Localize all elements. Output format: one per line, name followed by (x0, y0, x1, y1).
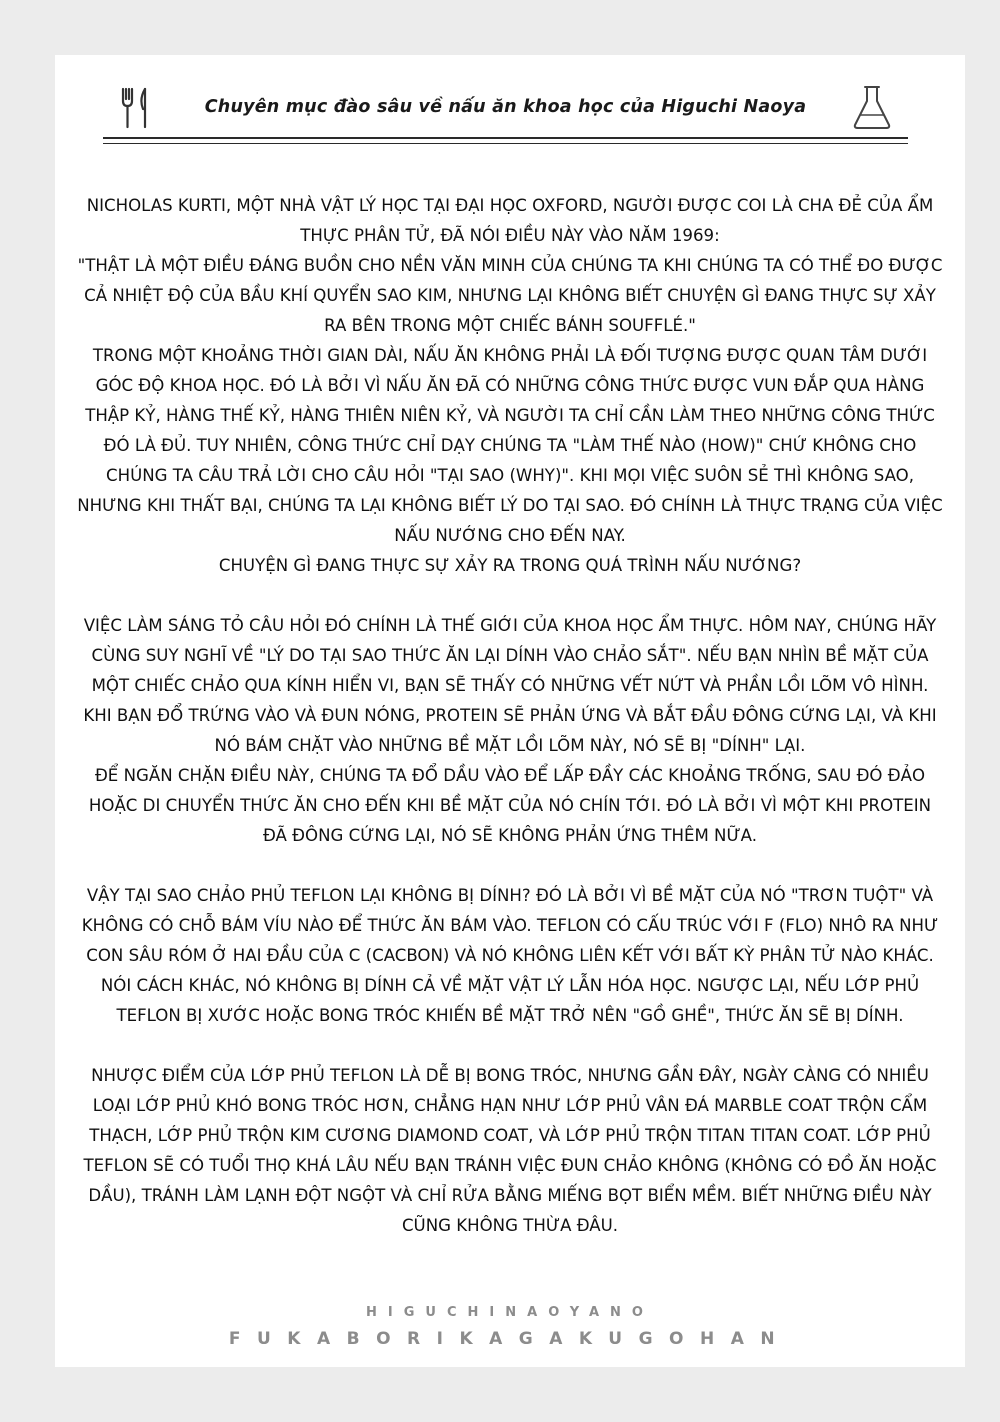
column-title: Chuyên mục đào sâu về nấu ăn khoa học của Higuchi Naoya (204, 97, 807, 117)
paragraph-1-line-1: NICHOLAS KURTI, MỘT NHÀ VẬT LÝ HỌC TẠI ĐẠI HỌC OXFORD, NGƯỜI ĐƯỢC COI LÀ CHA ĐẺ CỦA ẨM THỰC PHÂN TỬ, ĐÃ NÓI ĐIỀU NÀY VÀO NĂM 1969: (86, 196, 934, 245)
cutlery-icon (117, 85, 157, 131)
footer-line-2: FUKABORIKAGAKUGOHAN (228, 1329, 792, 1349)
paragraph-2-line-1: VIỆC LÀM SÁNG TỎ CÂU HỎI ĐÓ CHÍNH LÀ THẾ GIỚI CỦA KHOA HỌC ẨM THỰC. HÔM NAY, CHÚNG HÃY CÙNG SUY NGHĨ VỀ "LÝ DO TẠI SAO THỨC ĂN LẠI DÍNH VÀO CHẢO SẮT". NẾU BẠN NHÌN BỀ MẶT CỦA MỘT CHIẾC CHẢO QUA KÍNH HIỂN VI, BẠN SẼ THẤY CÓ NHỮNG VẾT NỨT VÀ PHẦN LỒI LÕM VÔ HÌNH. KHI BẠN ĐỔ TRỨNG VÀO VÀ ĐUN NÓNG, PROTEIN SẼ PHẢN ỨNG VÀ BẮT ĐẦU ĐÔNG CỨNG LẠI, VÀ KHI NÓ BÁM CHẶT VÀO NHỮNG BỀ MẶT LỒI LÕM NÀY, NÓ SẼ BỊ "DÍNH" LẠI. (83, 616, 937, 755)
footer-line-1: HIGUCHINAOYANO (366, 1305, 654, 1320)
paragraph-1-question: CHUYỆN GÌ ĐANG THỰC SỰ XẢY RA TRONG QUÁ TRÌNH NẤU NƯỚNG? (218, 556, 802, 575)
paragraph-3: VẬY TẠI SAO CHẢO PHỦ TEFLON LẠI KHÔNG BỊ DÍNH? ĐÓ LÀ BỞI VÌ BỀ MẶT CỦA NÓ "TRƠN TUỘT" VÀ KHÔNG CÓ CHỖ BÁM VÍU NÀO ĐỂ THỨC ĂN BÁM VÀO. TEFLON CÓ CẤU TRÚC VỚI F (FLO) NHÔ RA NHƯ CON SÂU RÓM Ở HAI ĐẦU CỦA C (CACBON) VÀ NÓ KHÔNG LIÊN KẾT VỚI BẤT KỲ PHÂN TỬ NÀO KHÁC. NÓI CÁCH KHÁC, NÓ KHÔNG BỊ DÍNH CẢ VỀ MẶT VẬT LÝ LẪN HÓA HỌC. NGƯỢC LẠI, NẾU LỚP PHỦ TEFLON BỊ XƯỚC HOẶC BONG TRÓC KHIẾN BỀ MẶT TRỞ NÊN "GỒ GHỀ", THỨC ĂN SẼ BỊ DÍNH. (81, 886, 939, 1025)
paragraph-1-line-3: TRONG MỘT KHOẢNG THỜI GIAN DÀI, NẤU ĂN KHÔNG PHẢI LÀ ĐỐI TƯỢNG ĐƯỢC QUAN TÂM DƯỚI GÓC ĐỘ KHOA HỌC. ĐÓ LÀ BỞI VÌ NẤU ĂN ĐÃ CÓ NHỮNG CÔNG THỨC ĐƯỢC VUN ĐẮP QUA HÀNG THẬP KỶ, HÀNG THẾ KỶ, HÀNG THIÊN NIÊN KỶ, VÀ NGƯỜI TA CHỈ CẦN LÀM THEO NHỮNG CÔNG THỨC ĐÓ LÀ ĐỦ. TUY NHIÊN, CÔNG THỨC CHỈ DẠY CHÚNG TA "LÀM THẾ NÀO (HOW)" CHỨ KHÔNG CHO CHÚNG TA CÂU TRẢ LỜI CHO CÂU HỎI "TẠI SAO (WHY)". KHI MỌI VIỆC SUÔN SẺ THÌ KHÔNG SAO, NHƯNG KHI THẤT BẠI, CHÚNG TA LẠI KHÔNG BIẾT LÝ DO TẠI SAO. ĐÓ CHÍNH LÀ THỰC TRẠNG CỦA VIỆC NẤU NƯỚNG CHO ĐẾN NAY. (77, 346, 943, 545)
paragraph-gap (77, 851, 943, 881)
header-rule (103, 137, 908, 139)
paragraph-1-quote: "THẬT LÀ MỘT ĐIỀU ĐÁNG BUỒN CHO NỀN VĂN MINH CỦA CHÚNG TA KHI CHÚNG TA CÓ THỂ ĐO ĐƯỢC CẢ NHIỆT ĐỘ CỦA BẦU KHÍ QUYỂN SAO KIM, NHƯNG LẠI KHÔNG BIẾT CHUYỆN GÌ ĐANG THỰC SỰ XẢY RA BÊN TRONG MỘT CHIẾC BÁNH SOUFFLÉ." (77, 256, 943, 335)
flask-icon (850, 83, 894, 131)
paragraph-2-line-2: ĐỂ NGĂN CHẶN ĐIỀU NÀY, CHÚNG TA ĐỔ DẦU VÀO ĐỂ LẤP ĐẦY CÁC KHOẢNG TRỐNG, SAU ĐÓ ĐẢO HOẶC DI CHUYỂN THỨC ĂN CHO ĐẾN KHI BỀ MẶT CỦA NÓ CHÍN TỚI. ĐÓ LÀ BỞI VÌ MỘT KHI PROTEIN ĐÃ ĐÔNG CỨNG LẠI, NÓ SẼ KHÔNG PHẢN ỨNG THÊM NỮA. (88, 766, 932, 845)
paragraph-4: NHƯỢC ĐIỂM CỦA LỚP PHỦ TEFLON LÀ DỄ BỊ BONG TRÓC, NHƯNG GẦN ĐÂY, NGÀY CÀNG CÓ NHIỀU LOẠI LỚP PHỦ KHÓ BONG TRÓC HƠN, CHẲNG HẠN NHƯ LỚP PHỦ VÂN ĐÁ MARBLE COAT TRỘN CẨM THẠCH, LỚP PHỦ TRỘN KIM CƯƠNG DIAMOND COAT, VÀ LỚP PHỦ TRỘN TITAN TITAN COAT. LỚP PHỦ TEFLON SẼ CÓ TUỔI THỌ KHÁ LÂU NẾU BẠN TRÁNH VIỆC ĐUN CHẢO KHÔNG (KHÔNG CÓ ĐỒ ĂN HOẶC DẦU), TRÁNH LÀM LẠNH ĐỘT NGỘT VÀ CHỈ RỬA BẰNG MIẾNG BỌT BIỂN MỀM. BIẾT NHỮNG ĐIỀU NÀY CŨNG KHÔNG THỪA ĐÂU. (83, 1066, 937, 1235)
paragraph-gap (77, 581, 943, 611)
article-body (77, 191, 943, 1241)
column-header (103, 75, 908, 151)
header-rule-thin (103, 143, 908, 144)
paragraph-gap (77, 1031, 943, 1061)
article-page (55, 55, 965, 1367)
